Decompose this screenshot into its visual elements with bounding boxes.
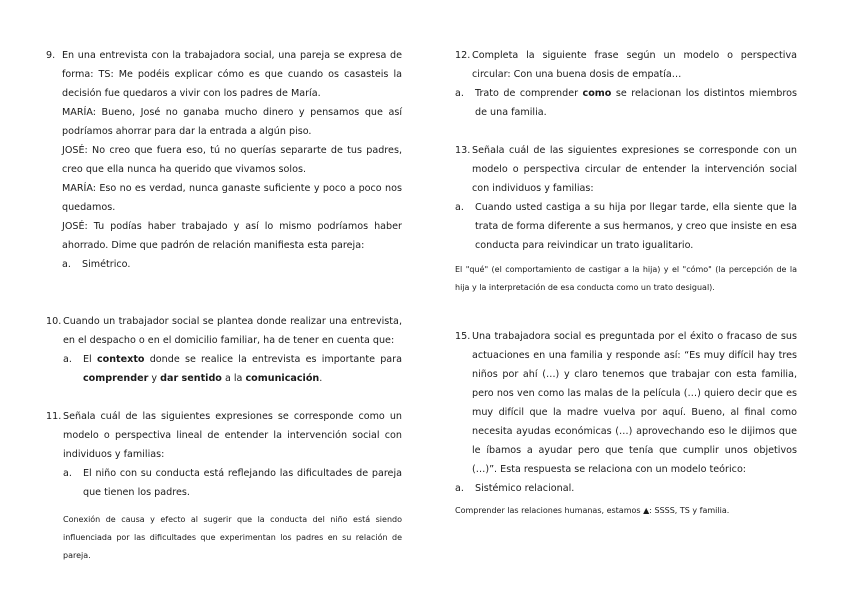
question-number: 10. <box>46 316 62 327</box>
option-text: Sistémico relacional. <box>475 483 575 494</box>
option-letter: a. <box>62 259 71 270</box>
left-column <box>46 46 402 565</box>
dialogue-line: JOSÉ: Tu podías haber trabajado y así lo mismo podríamos haber ahorrado. Dime que padrón de relación manifiesta esta pareja: <box>62 221 402 251</box>
emphasis: contexto <box>96 354 145 365</box>
option-text: Trato de comprender como se relacionan los distintos miembros de una familia. <box>475 88 797 118</box>
answer-option <box>63 350 402 388</box>
question-12 <box>455 46 797 122</box>
answer-option <box>63 464 402 502</box>
question-text: Señala cuál de las siguientes expresiones se corresponde como un modelo o perspectiva lineal de entender la intervención social con individuos y familias: <box>63 411 402 460</box>
emphasis: comprender <box>83 373 149 384</box>
question-11 <box>46 407 402 565</box>
question-text: Señala cuál de las siguientes expresiones se corresponde con un modelo o perspectiva circular de entender la intervención social con individuos y familias: <box>472 145 797 194</box>
answer-option <box>455 479 797 498</box>
question-15 <box>455 327 797 520</box>
emphasis: comunicación <box>245 373 320 384</box>
question-13 <box>455 141 797 297</box>
answer-option <box>62 255 402 274</box>
option-text: El niño con su conducta está reflejando las dificultades de pareja que tienen los padres. <box>83 468 402 498</box>
dialogue-line: MARÍA: Eso no es verdad, nunca ganaste suficiente y poco a poco nos quedamos. <box>62 183 402 213</box>
explanation-note: Comprender las relaciones humanas, estamos ▲: SSSS, TS y familia. <box>455 506 730 515</box>
option-text: El contexto donde se realice la entrevista es importante para comprender y dar sentido a la comunicación. <box>83 354 402 384</box>
question-text: Cuando un trabajador social se plantea donde realizar una entrevista, en el despacho o en el domicilio familiar, ha de tener en cuenta que: <box>63 316 402 346</box>
option-letter: a. <box>455 202 464 213</box>
question-number: 15. <box>455 331 471 342</box>
question-number: 9. <box>46 50 56 61</box>
option-letter: a. <box>63 354 72 365</box>
explanation-note: El "qué" (el comportamiento de castigar a la hija) y el "cómo" (la percepción de la hija y la interpretación de esa conducta como un trato desigual). <box>455 265 797 292</box>
question-10 <box>46 312 402 388</box>
option-text: Cuando usted castiga a su hija por llegar tarde, ella siente que la trata de forma diferente a sus hermanos, y creo que insiste en esa conducta para reivindicar un trato igualitario. <box>475 202 797 251</box>
option-letter: a. <box>455 88 464 99</box>
right-column <box>455 46 797 520</box>
question-number: 11. <box>46 411 62 422</box>
emphasis: como <box>582 88 612 99</box>
option-letter: a. <box>63 468 72 479</box>
question-text: Completa la siguiente frase según un modelo o perspectiva circular: Con una buena dosis de empatía… <box>472 50 797 80</box>
explanation-note: Conexión de causa y efecto al sugerir que la conducta del niño está siendo influenciada por las dificultades que experimentan los padres en su relación de pareja. <box>63 515 402 560</box>
dialogue-line: JOSÉ: No creo que fuera eso, tú no querías separarte de tus padres, creo que ella nunca ha querido que vivamos solos. <box>62 145 402 175</box>
option-letter: a. <box>455 483 464 494</box>
dialogue-line: MARÍA: Bueno, José no ganaba mucho dinero y pensamos que así podríamos ahorrar para dar la entrada a algún piso. <box>62 107 402 137</box>
answer-option <box>455 84 797 122</box>
question-number: 12. <box>455 50 471 61</box>
answer-option <box>455 198 797 255</box>
emphasis: dar sentido <box>160 373 222 384</box>
question-number: 13. <box>455 145 471 156</box>
option-text: Simétrico. <box>82 259 131 270</box>
question-9 <box>46 46 402 274</box>
question-text: Una trabajadora social es preguntada por el éxito o fracaso de sus actuaciones en una familia y responde así: “Es muy difícil hay tres niños por ahí (…) y claro tenemos que trabajar con esta familia, pero nos ven como las malas de la película (…) quiero decir que es muy difícil que la madre vuelva por aquí. Bueno, al final como necesita ayudas económicas (…) aprovechando eso le dijimos que le íbamos a ayudar pero que tenía que cumplir unos objetivos (…)”. Esta respuesta se relaciona con un modelo teórico: <box>472 331 797 475</box>
question-text: En una entrevista con la trabajadora social, una pareja se expresa de forma: TS: Me podéis explicar cómo es que cuando os casasteis la decisión fue quedaros a vivir con los padres de María. <box>62 50 402 99</box>
